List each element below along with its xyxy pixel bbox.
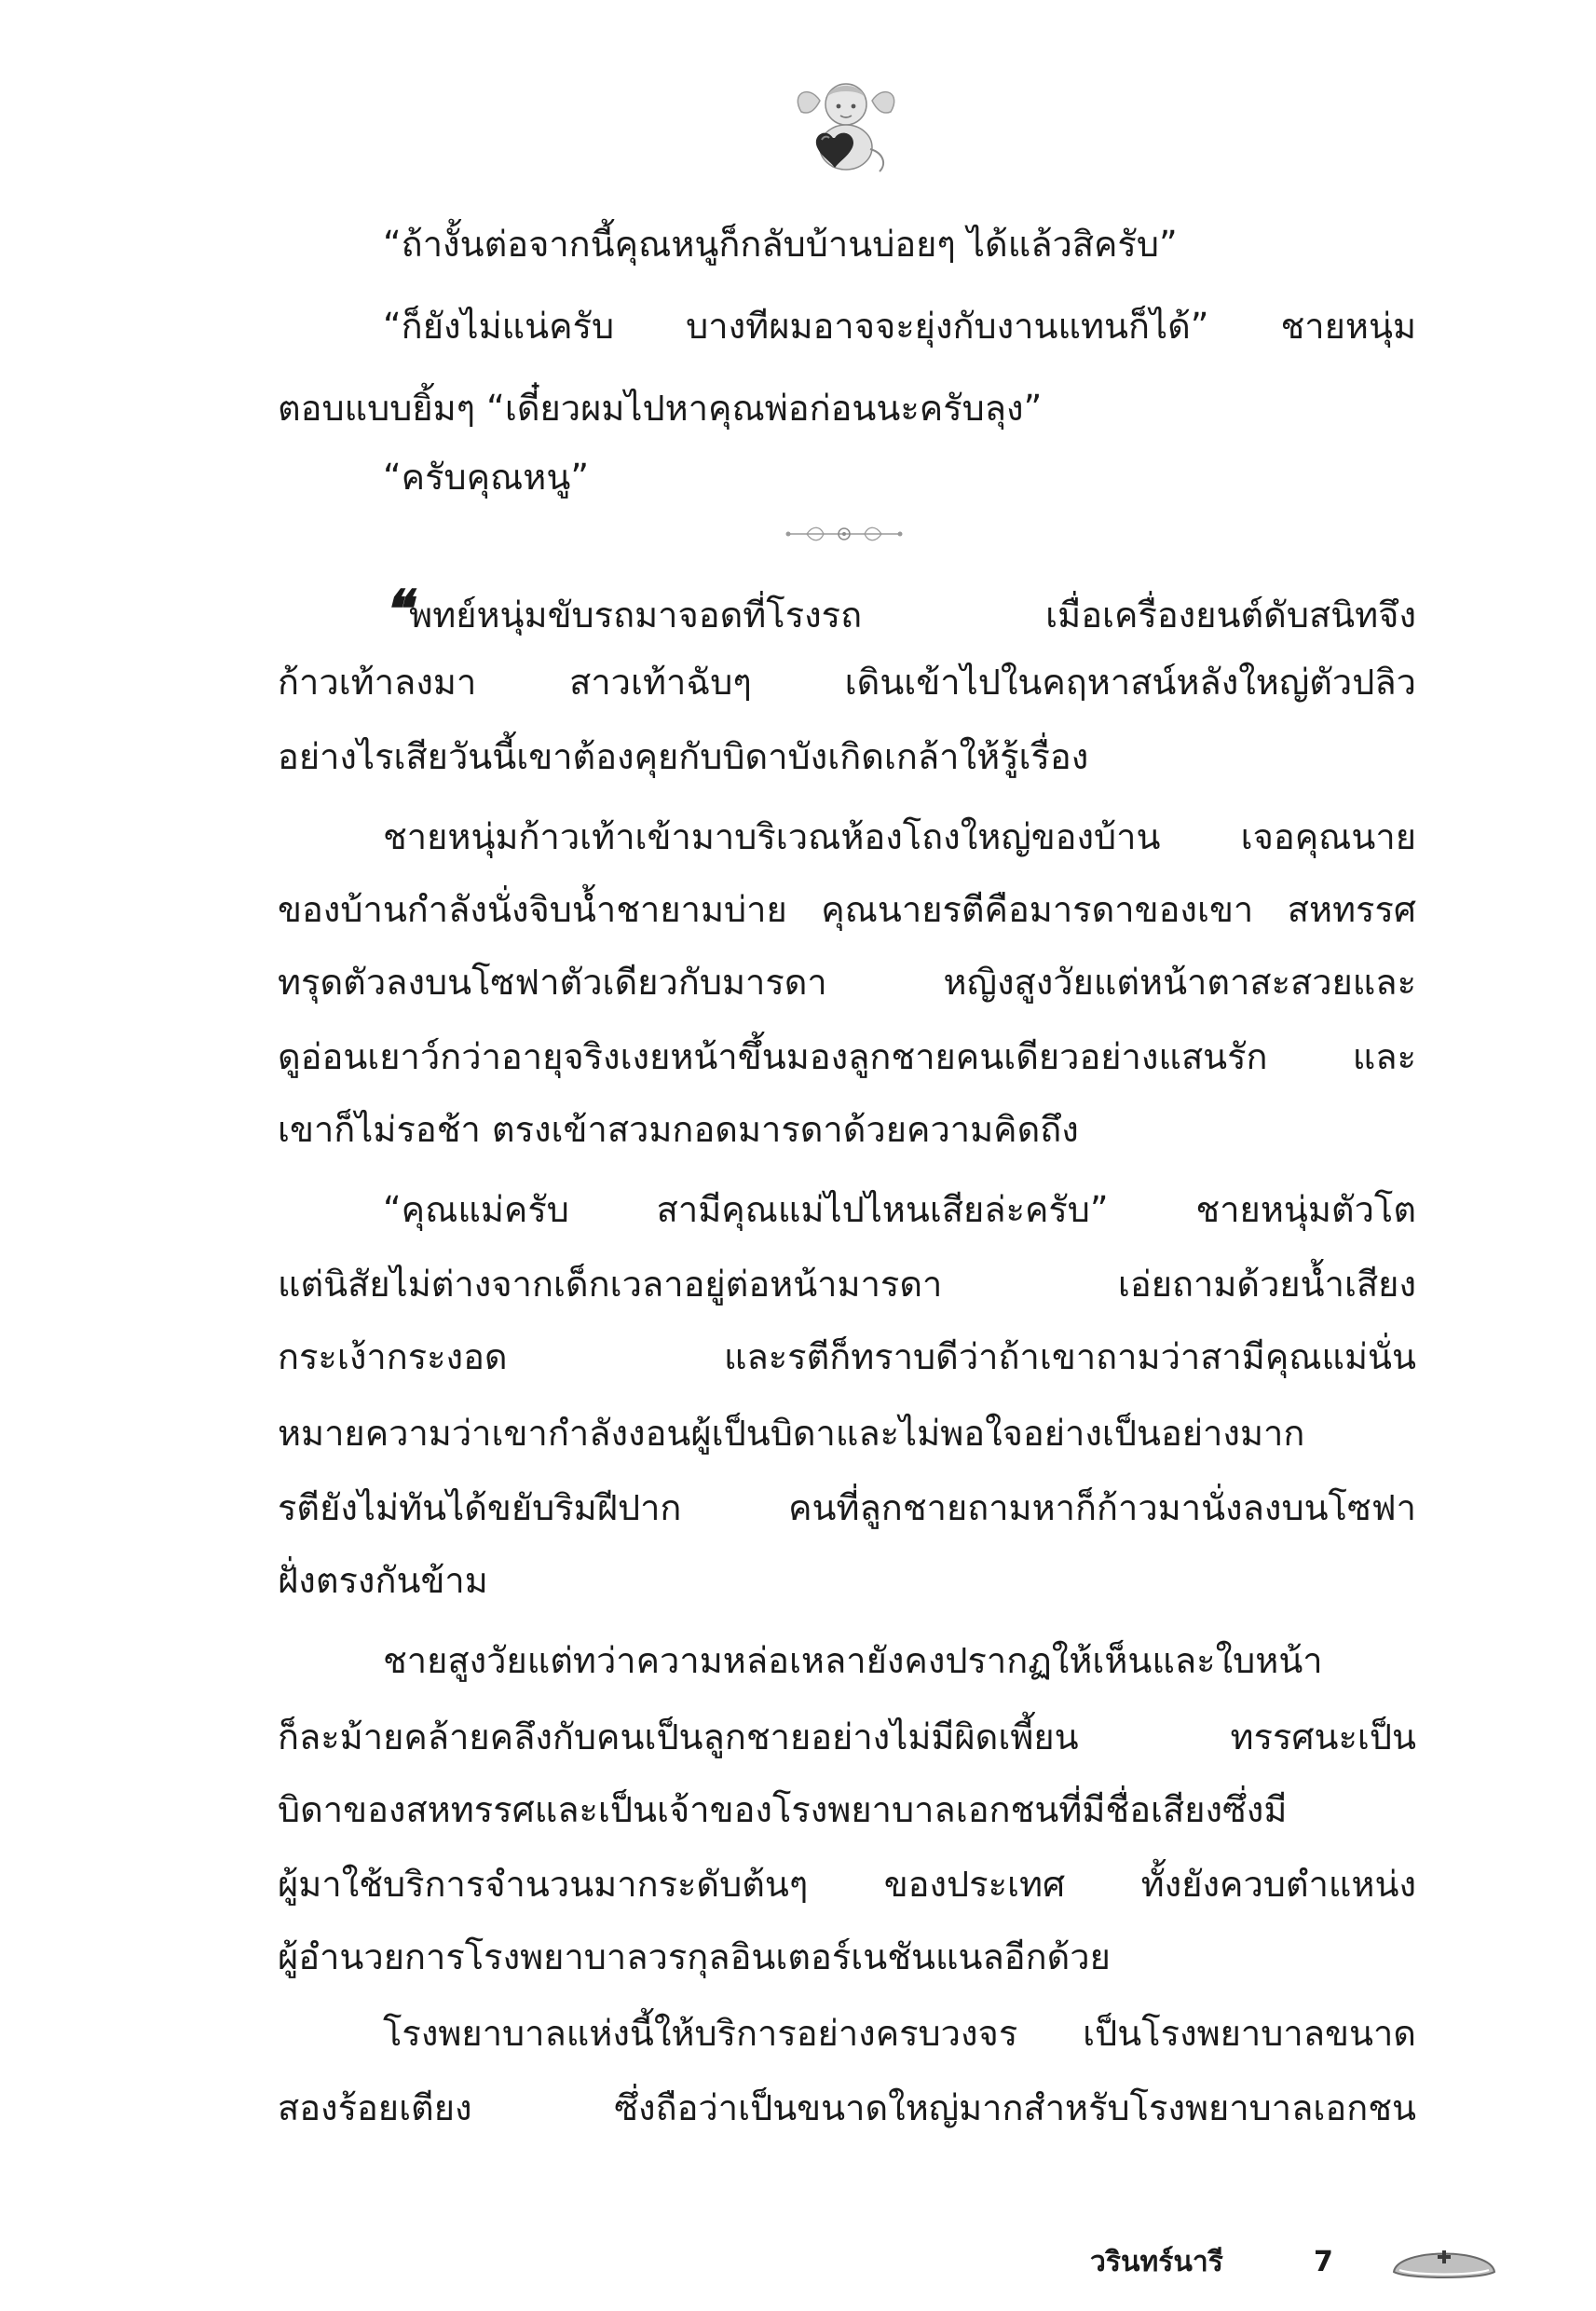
cupid-holding-heart-icon: [790, 75, 902, 177]
book-title: วรินทร์นารี: [1090, 2246, 1223, 2278]
paragraph-line: ทรุดตัวลงบนโซฟาตัวเดียวกับมารดา หญิงสูงวัยแต่หน้าตาสะสวยและ: [278, 962, 1416, 1003]
paragraph-line: พทย์หนุ่มขับรถมาจอดที่โรงรถ เมื่อเครื่องยนต์ดับสนิทจึง: [409, 595, 1416, 636]
paragraph-line: ของบ้านกำลังนั่งจิบน้ำชายามบ่าย คุณนายรตีคือมารดาของเขา สหทรรศ: [278, 889, 1416, 930]
paragraph-line: เขาก็ไม่รอช้า ตรงเข้าสวมกอดมารดาด้วยความคิดถึง: [278, 1109, 1079, 1150]
paragraph-line: อย่างไรเสียวันนี้เขาต้องคุยกับบิดาบังเกิดเกล้าให้รู้เรื่อง: [278, 736, 1089, 777]
paragraph-line: “คุณแม่ครับ สามีคุณแม่ไปไหนเสียล่ะครับ” ชายหนุ่มตัวโต: [383, 1189, 1416, 1230]
paragraph-line: “ก็ยังไม่แน่ครับ บางทีผมอาจจะยุ่งกับงานแทนก็ได้” ชายหนุ่ม: [383, 306, 1416, 347]
paragraph-line: แต่นิสัยไม่ต่างจากเด็กเวลาอยู่ต่อหน้ามารดา เอ่ยถามด้วยน้ำเสียง: [278, 1264, 1416, 1305]
paragraph-line: บิดาของสหทรรศและเป็นเจ้าของโรงพยาบาลเอกชนที่มีชื่อเสียงซึ่งมี: [278, 1789, 1288, 1830]
paragraph-line: สองร้อยเตียง ซึ่งถือว่าเป็นขนาดใหญ่มากสำหรับโรงพยาบาลเอกชน: [278, 2087, 1416, 2128]
paragraph-line: กระเง้ากระงอด และรตีก็ทราบดีว่าถ้าเขาถามว่าสามีคุณแม่นั่น: [278, 1336, 1416, 1377]
paragraph-line: โรงพยาบาลแห่งนี้ให้บริการอย่างครบวงจร เป็นโรงพยาบาลขนาด: [383, 2013, 1416, 2054]
paragraph-line: “ครับคุณหนู”: [383, 457, 590, 498]
paragraph-line: ก็ละม้ายคล้ายคลึงกับคนเป็นลูกชายอย่างไม่มีผิดเพี้ยน ทรรศนะเป็น: [278, 1716, 1416, 1757]
ornamental-divider-icon: [779, 520, 909, 548]
page-number: 7: [1314, 2246, 1333, 2278]
paragraph-line: ผู้มาใช้บริการจำนวนมากระดับต้นๆ ของประเทศ ทั้งยังควบตำแหน่ง: [278, 1864, 1416, 1905]
paragraph-line: ก้าวเท้าลงมา สาวเท้าฉับๆ เดินเข้าไปในคฤหาสน์หลังใหญ่ตัวปลิว: [278, 662, 1416, 703]
paragraph-line: ชายหนุ่มก้าวเท้าเข้ามาบริเวณห้องโถงใหญ่ของบ้าน เจอคุณนาย: [383, 816, 1416, 857]
dropcap-quote: ❝: [383, 583, 406, 636]
paragraph-line: หมายความว่าเขากำลังงอนผู้เป็นบิดาและไม่พอใจอย่างเป็นอย่างมาก: [278, 1413, 1305, 1454]
nurse-cap-icon: [1388, 2238, 1500, 2285]
paragraph-line: รตียังไม่ทันได้ขยับริมฝีปาก คนที่ลูกชายถามหาก็ก้าวมานั่งลงบนโซฟา: [278, 1487, 1416, 1528]
paragraph-line: ตอบแบบยิ้มๆ “เดี๋ยวผมไปหาคุณพ่อก่อนนะครับลุง”: [278, 388, 1043, 429]
paragraph-line: ฝั่งตรงกันข้าม: [278, 1560, 488, 1601]
paragraph-line: ชายสูงวัยแต่ทว่าความหล่อเหลายังคงปรากฏให้เห็นและใบหน้า: [383, 1640, 1323, 1681]
paragraph-first-line: [383, 583, 1416, 636]
paragraph-line: ดูอ่อนเยาว์กว่าอายุจริงเงยหน้าขึ้นมองลูกชายคนเดียวอย่างแสนรัก และ: [278, 1036, 1416, 1077]
paragraph-line: “ถ้างั้นต่อจากนี้คุณหนูก็กลับบ้านบ่อยๆ ได้แล้วสิครับ”: [383, 224, 1178, 265]
paragraph-line: ผู้อำนวยการโรงพยาบาลวรกุลอินเตอร์เนชันแนลอีกด้วย: [278, 1936, 1111, 1977]
